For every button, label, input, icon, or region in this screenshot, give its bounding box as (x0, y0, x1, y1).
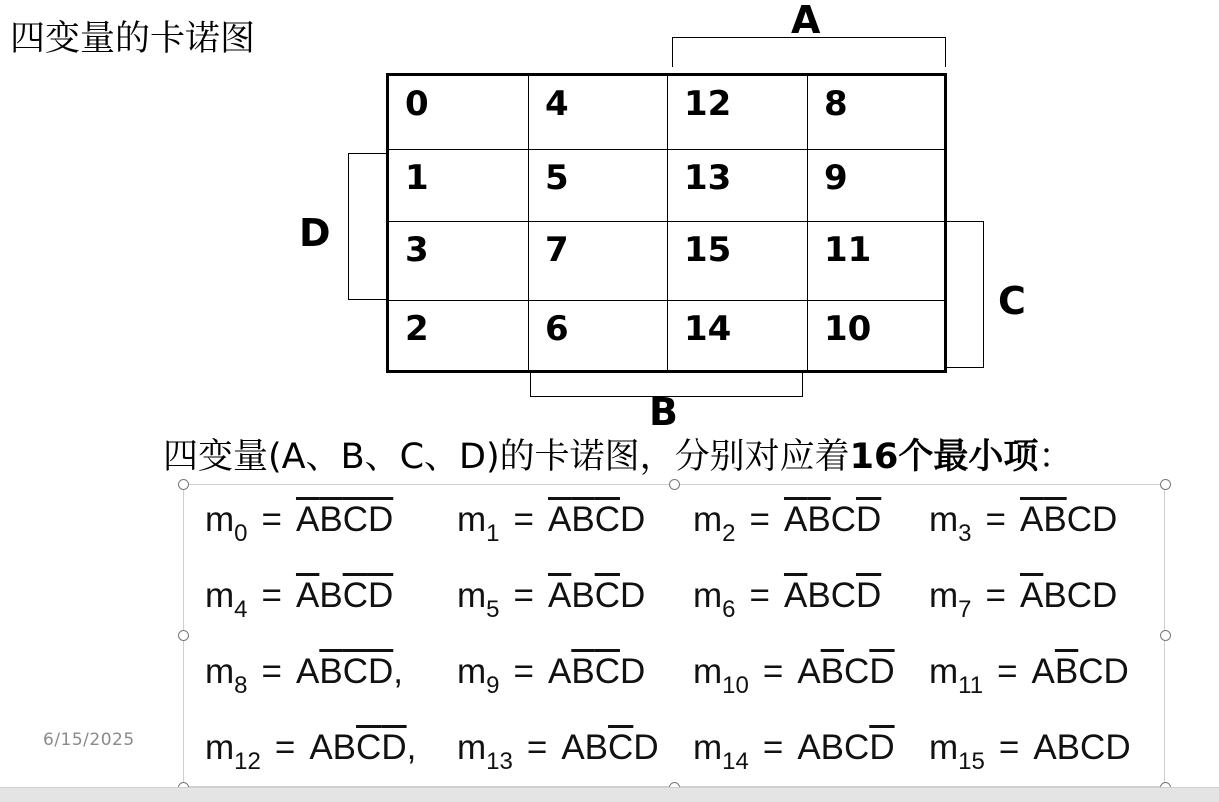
minterm-symbol: $m_5$ (457, 576, 500, 623)
minterm-symbol: $m_{12}$ (205, 728, 261, 775)
minterm-expression (457, 728, 659, 782)
equals-sign: = (526, 728, 548, 767)
literal-d: D (619, 500, 646, 539)
literal-c: C (1078, 652, 1104, 691)
literal-c: C (844, 652, 870, 691)
kmap-cell: 2 (389, 301, 529, 371)
variable-label-d: D (299, 211, 331, 255)
minterm-index: 12 (234, 748, 261, 775)
minterm-expression (457, 576, 645, 630)
literal-a: $\overline{A}$ (783, 576, 808, 615)
literal-a: $\overline{A}$ (547, 576, 572, 615)
literal-d: $\overline{D}$ (869, 652, 895, 691)
kmap-cell: 11 (808, 222, 944, 301)
variable-label-a: A (791, 0, 821, 42)
description-prefix: 四变量(A、B、C、D)的卡诺图，分别对应着 (163, 437, 850, 477)
literal-b: $\overline{B}$ (1054, 652, 1079, 691)
literal-a: A (295, 652, 320, 691)
literal-d: $\overline{D}$ (855, 500, 882, 539)
minterm-index: 3 (958, 520, 972, 547)
resize-handle[interactable] (1160, 479, 1171, 490)
literal-d: $\overline{D}$ (381, 728, 407, 767)
description-suffix: ： (1038, 437, 1074, 477)
kmap-cell: 12 (668, 76, 808, 150)
minterm-index: 6 (722, 596, 736, 623)
minterm-symbol: $m_3$ (929, 500, 972, 547)
equals-sign: = (261, 576, 282, 615)
minterm-index: 10 (722, 672, 749, 699)
literal-b: $\overline{B}$ (571, 652, 595, 691)
literal-c: $\overline{C}$ (356, 728, 382, 767)
minterm-symbol: $m_0$ (205, 500, 248, 547)
minterm-index: 11 (958, 672, 984, 699)
separator-comma: , (393, 652, 403, 691)
minterm-index: 15 (958, 748, 985, 775)
kmap-cell: 10 (824, 309, 872, 349)
kmap-cell: 3 (389, 222, 529, 301)
equals-sign: = (749, 576, 770, 615)
literal-b: B (807, 576, 831, 615)
kmap-cell: 4 (529, 76, 668, 150)
minterm-index: 9 (486, 672, 500, 699)
minterm-index: 4 (234, 596, 248, 623)
minterm-symbol: $m_7$ (929, 576, 972, 623)
description-text (163, 435, 1073, 479)
equals-sign: = (261, 652, 282, 691)
literal-c: C (1066, 576, 1092, 615)
equals-sign: = (261, 500, 282, 539)
slide-date: 6/15/2025 (43, 730, 135, 750)
kmap-cell: 8 (808, 76, 944, 150)
literal-b: B (332, 728, 357, 767)
description-bold: 16个最小项 (849, 437, 1039, 477)
variable-label-c: C (998, 279, 1026, 323)
equals-sign: = (274, 728, 296, 767)
bracket-d (348, 153, 388, 300)
minterm-expression (929, 576, 1117, 630)
literal-a: $\overline{A}$ (547, 500, 572, 539)
literal-c: C (844, 728, 870, 767)
literal-a: A (547, 652, 572, 691)
literal-c: C (1080, 728, 1106, 767)
equals-sign: = (513, 652, 534, 691)
kmap-cell: 7 (529, 222, 668, 301)
literal-d: D (619, 652, 646, 691)
resize-handle[interactable] (1160, 630, 1171, 641)
equals-sign: = (997, 652, 1018, 691)
literal-a: $\overline{A}$ (1019, 576, 1044, 615)
literal-b: B (1056, 728, 1081, 767)
minterm-index: 5 (486, 596, 500, 623)
minterm-expression (205, 576, 393, 630)
kmap-cell: 13 (668, 150, 808, 222)
minterm-symbol: $m_{11}$ (929, 652, 984, 699)
minterm-expression (693, 728, 895, 782)
literal-b: B (319, 576, 343, 615)
literal-c: $\overline{C}$ (342, 652, 368, 691)
equals-sign: = (513, 500, 534, 539)
equals-sign: = (998, 728, 1020, 767)
equals-sign: = (985, 576, 1006, 615)
literal-c: C (1066, 500, 1092, 539)
literal-d: $\overline{D}$ (869, 728, 895, 767)
resize-handle[interactable] (178, 479, 189, 490)
minterm-expression (929, 500, 1117, 554)
resize-handle[interactable] (178, 630, 189, 641)
minterm-symbol: $m_{14}$ (693, 728, 749, 775)
minterm-symbol: $m_8$ (205, 652, 248, 699)
minterm-expression (929, 728, 1131, 782)
minterm-symbol: $m_1$ (457, 500, 500, 547)
minterm-index: 1 (486, 520, 500, 547)
literal-c: $\overline{C}$ (342, 576, 368, 615)
literal-d: $\overline{D}$ (855, 576, 882, 615)
equals-sign: = (762, 652, 784, 691)
variable-label-b: B (649, 390, 678, 434)
minterm-symbol: $m_2$ (693, 500, 736, 547)
minterm-symbol: $m_9$ (457, 652, 500, 699)
literal-c: $\overline{C}$ (608, 728, 634, 767)
literal-a: A (561, 728, 585, 767)
minterm-index: 7 (958, 596, 972, 623)
minterm-expression (457, 500, 645, 554)
minterm-symbol: $m_{10}$ (693, 652, 749, 699)
literal-b: B (820, 728, 845, 767)
literal-b: $\overline{B}$ (820, 652, 845, 691)
resize-handle[interactable] (669, 479, 680, 490)
literal-b: $\overline{B}$ (319, 500, 343, 539)
literal-a: $\overline{A}$ (295, 576, 320, 615)
literal-a: A (1031, 652, 1055, 691)
kmap-cell: 5 (529, 150, 668, 222)
literal-b: $\overline{B}$ (571, 500, 595, 539)
literal-a: $\overline{A}$ (783, 500, 808, 539)
minterm-expression (693, 576, 881, 630)
literal-d: $\overline{D}$ (367, 576, 394, 615)
separator-comma: , (406, 728, 417, 767)
literal-b: B (571, 576, 595, 615)
literal-a: A (797, 652, 821, 691)
minterm-symbol: $m_{15}$ (929, 728, 985, 775)
literal-d: D (1091, 500, 1118, 539)
literal-b: $\overline{B}$ (319, 652, 343, 691)
minterm-symbol: $m_4$ (205, 576, 248, 623)
bracket-c (944, 221, 984, 368)
literal-a: A (309, 728, 333, 767)
minterm-expression (205, 728, 416, 782)
kmap-cell: 0 (389, 76, 529, 150)
minterm-symbol: $m_6$ (693, 576, 736, 623)
slide-title: 四变量的卡诺图 (10, 19, 256, 59)
kmap-cell: 9 (808, 150, 944, 222)
literal-d: D (1103, 652, 1129, 691)
kmap-cell: 14 (668, 301, 808, 371)
literal-c: $\overline{C}$ (342, 500, 368, 539)
literal-d: D (633, 728, 659, 767)
minterm-expression (205, 652, 403, 706)
minterm-expression (929, 652, 1129, 706)
literal-c: C (830, 576, 856, 615)
literal-a: A (797, 728, 821, 767)
literal-c: $\overline{C}$ (594, 500, 620, 539)
literal-c: $\overline{C}$ (594, 652, 620, 691)
literal-d: D (1105, 728, 1131, 767)
minterm-expression (693, 652, 895, 706)
equals-sign: = (749, 500, 770, 539)
literal-b: $\overline{B}$ (1043, 500, 1067, 539)
minterm-expression (457, 652, 645, 706)
literal-d: $\overline{D}$ (367, 500, 394, 539)
minterm-expression (205, 500, 393, 554)
minterm-index: 0 (234, 520, 248, 547)
minterm-index: 8 (234, 672, 248, 699)
minterm-index: 13 (486, 748, 513, 775)
literal-d: D (619, 576, 646, 615)
status-bar (0, 787, 1219, 802)
literal-d: D (1091, 576, 1118, 615)
minterm-expression (693, 500, 881, 554)
literal-a: $\overline{A}$ (295, 500, 320, 539)
literal-d: $\overline{D}$ (367, 652, 394, 691)
literal-a: $\overline{A}$ (1019, 500, 1044, 539)
minterm-index: 2 (722, 520, 736, 547)
minterm-index: 14 (722, 748, 749, 775)
karnaugh-map (386, 73, 947, 373)
equals-sign: = (513, 576, 534, 615)
literal-b: B (584, 728, 609, 767)
literal-c: C (830, 500, 856, 539)
literal-c: $\overline{C}$ (594, 576, 620, 615)
equals-sign: = (762, 728, 784, 767)
literal-a: A (1033, 728, 1057, 767)
equals-sign: = (985, 500, 1006, 539)
kmap-cell: 1 (389, 150, 529, 222)
literal-b: B (1043, 576, 1067, 615)
literal-b: $\overline{B}$ (807, 500, 831, 539)
kmap-cell: 6 (529, 301, 668, 371)
minterm-symbol: $m_{13}$ (457, 728, 513, 775)
kmap-cell: 15 (668, 222, 808, 301)
